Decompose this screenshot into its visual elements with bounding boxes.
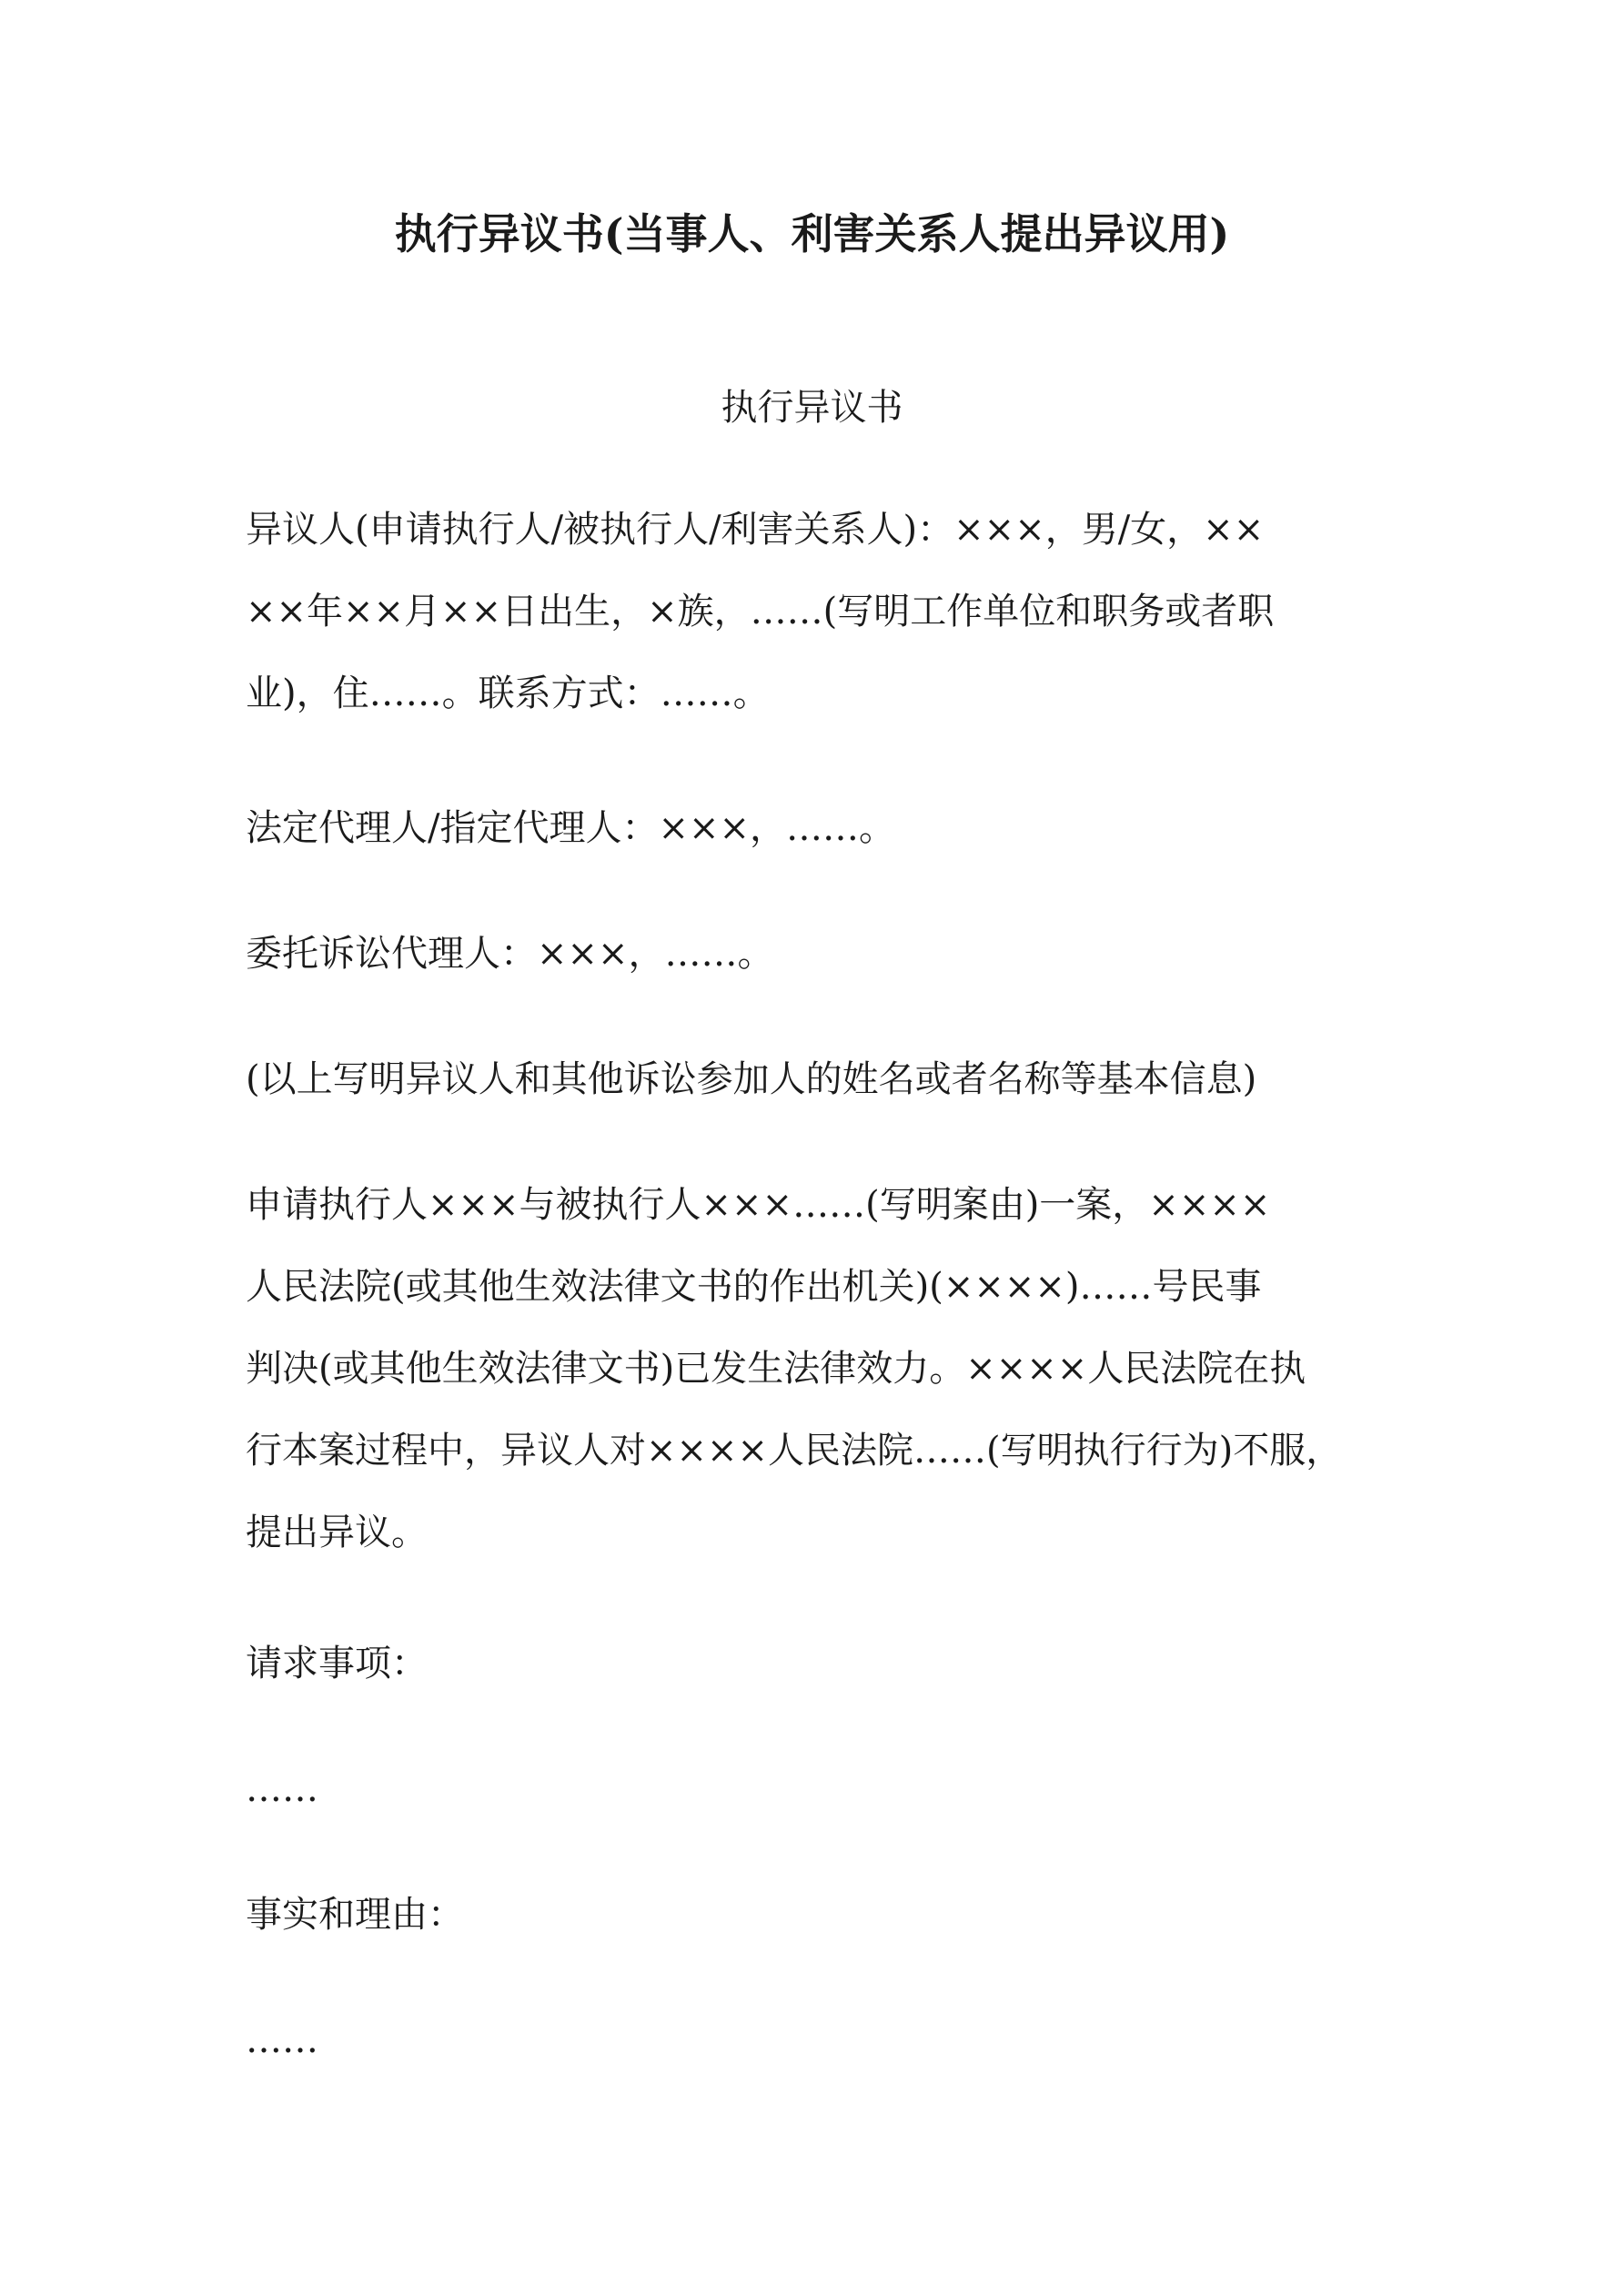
legal-agent-line: 法定代理人/指定代理人：×××，……。 bbox=[246, 807, 896, 849]
claims-heading: 请求事项： bbox=[246, 1643, 428, 1684]
case-line-4: 行本案过程中，异议人对××××人民法院……(写明执行行为)不服， bbox=[246, 1430, 1343, 1472]
case-line-3: 判决(或其他生效法律文书)已发生法律效力。××××人民法院在执 bbox=[246, 1348, 1306, 1390]
case-line-2: 人民法院(或其他生效法律文书的作出机关)(××××)……号民事 bbox=[246, 1266, 1262, 1308]
case-line-1: 申请执行人×××与被执行人×××……(写明案由)一案，×××× bbox=[246, 1184, 1271, 1226]
case-line-5: 提出异议。 bbox=[246, 1512, 428, 1553]
document-title: 执行异议书(当事人、利害关系人提出异议用) bbox=[394, 209, 1230, 258]
objector-line-1: 异议人(申请执行人/被执行人/利害关系人)：×××，男/女，×× bbox=[246, 509, 1265, 551]
claims-content: …… bbox=[246, 1768, 318, 1810]
facts-content: …… bbox=[246, 2019, 318, 2061]
entrusted-agent-line: 委托诉讼代理人：×××，……。 bbox=[246, 933, 774, 975]
objector-line-2: ××年××月××日出生，×族，……(写明工作单位和职务或者职 bbox=[246, 591, 1275, 632]
facts-heading: 事实和理由： bbox=[246, 1894, 464, 1936]
document-subtitle: 执行异议书 bbox=[721, 387, 903, 429]
objector-line-3: 业)，住……。联系方式：……。 bbox=[246, 673, 770, 714]
participants-note: (以上写明异议人和其他诉讼参加人的姓名或者名称等基本信息) bbox=[246, 1058, 1257, 1100]
